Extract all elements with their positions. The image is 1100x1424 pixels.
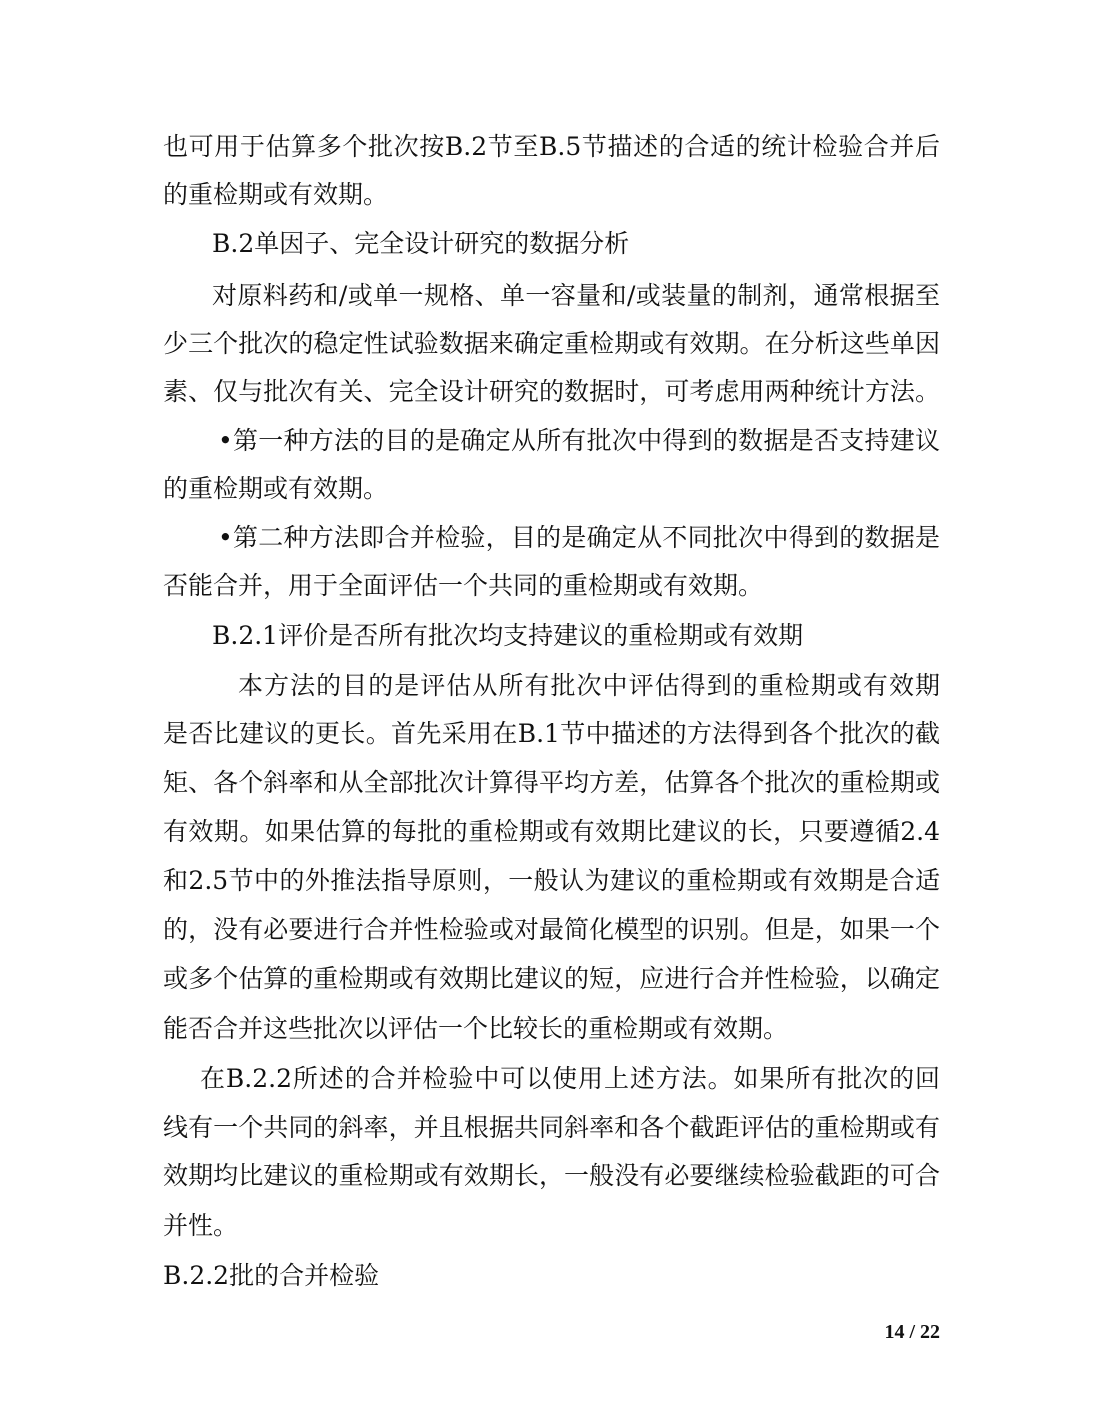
text-line: 线有一个共同的斜率，并且根据共同斜率和各个截距评估的重检期或有 [163, 1113, 940, 1142]
text-line: 和2.5节中的外推法指导原则，一般认为建议的重检期或有效期是合适 [163, 866, 940, 895]
text-line: 有效期。如果估算的每批的重检期或有效期比建议的长，只要遵循2.4 [163, 817, 940, 846]
section-heading-b2: B.2单因子、完全设计研究的数据分析 [212, 229, 630, 258]
text-line: 也可用于估算多个批次按B.2节至B.5节描述的合适的统计检验合并后 [163, 132, 940, 161]
text-line: 并性。 [163, 1211, 239, 1240]
text-line: 的，没有必要进行合并性检验或对最简化模型的识别。但是，如果一个 [163, 915, 940, 944]
bullet-item: •第二种方法即合并检验，目的是确定从不同批次中得到的数据是 [218, 523, 940, 552]
text-line: 或多个估算的重检期或有效期比建议的短，应进行合并性检验，以确定 [163, 964, 940, 993]
text-line: 否能合并，用于全面评估一个共同的重检期或有效期。 [163, 571, 764, 600]
bullet-item: •第一种方法的目的是确定从所有批次中得到的数据是否支持建议 [218, 426, 940, 455]
text-line: 少三个批次的稳定性试验数据来确定重检期或有效期。在分析这些单因 [163, 329, 940, 358]
text-line: 对原料药和/或单一规格、单一容量和/或装量的制剂，通常根据至 [212, 281, 940, 310]
page-number: 14 / 22 [884, 1321, 940, 1343]
section-heading-b21: B.2.1评价是否所有批次均支持建议的重检期或有效期 [212, 621, 804, 650]
text-line: 的重检期或有效期。 [163, 474, 389, 503]
text-line: 是否比建议的更长。首先采用在B.1节中描述的方法得到各个批次的截 [163, 719, 940, 748]
text-line: 效期均比建议的重检期或有效期长，一般没有必要继续检验截距的可合 [163, 1161, 940, 1190]
text-line: 本方法的目的是评估从所有批次中评估得到的重检期或有效期 [238, 671, 940, 700]
text-line: 的重检期或有效期。 [163, 180, 389, 209]
section-heading-b22: B.2.2批的合并检验 [163, 1261, 380, 1290]
text-line: 能否合并这些批次以评估一个比较长的重检期或有效期。 [163, 1014, 789, 1043]
text-line: 在B.2.2所述的合并检验中可以使用上述方法。如果所有批次的回 [200, 1064, 940, 1093]
text-line: 矩、各个斜率和从全部批次计算得平均方差，估算各个批次的重检期或 [163, 768, 940, 797]
text-line: 素、仅与批次有关、完全设计研究的数据时，可考虑用两种统计方法。 [163, 377, 940, 406]
